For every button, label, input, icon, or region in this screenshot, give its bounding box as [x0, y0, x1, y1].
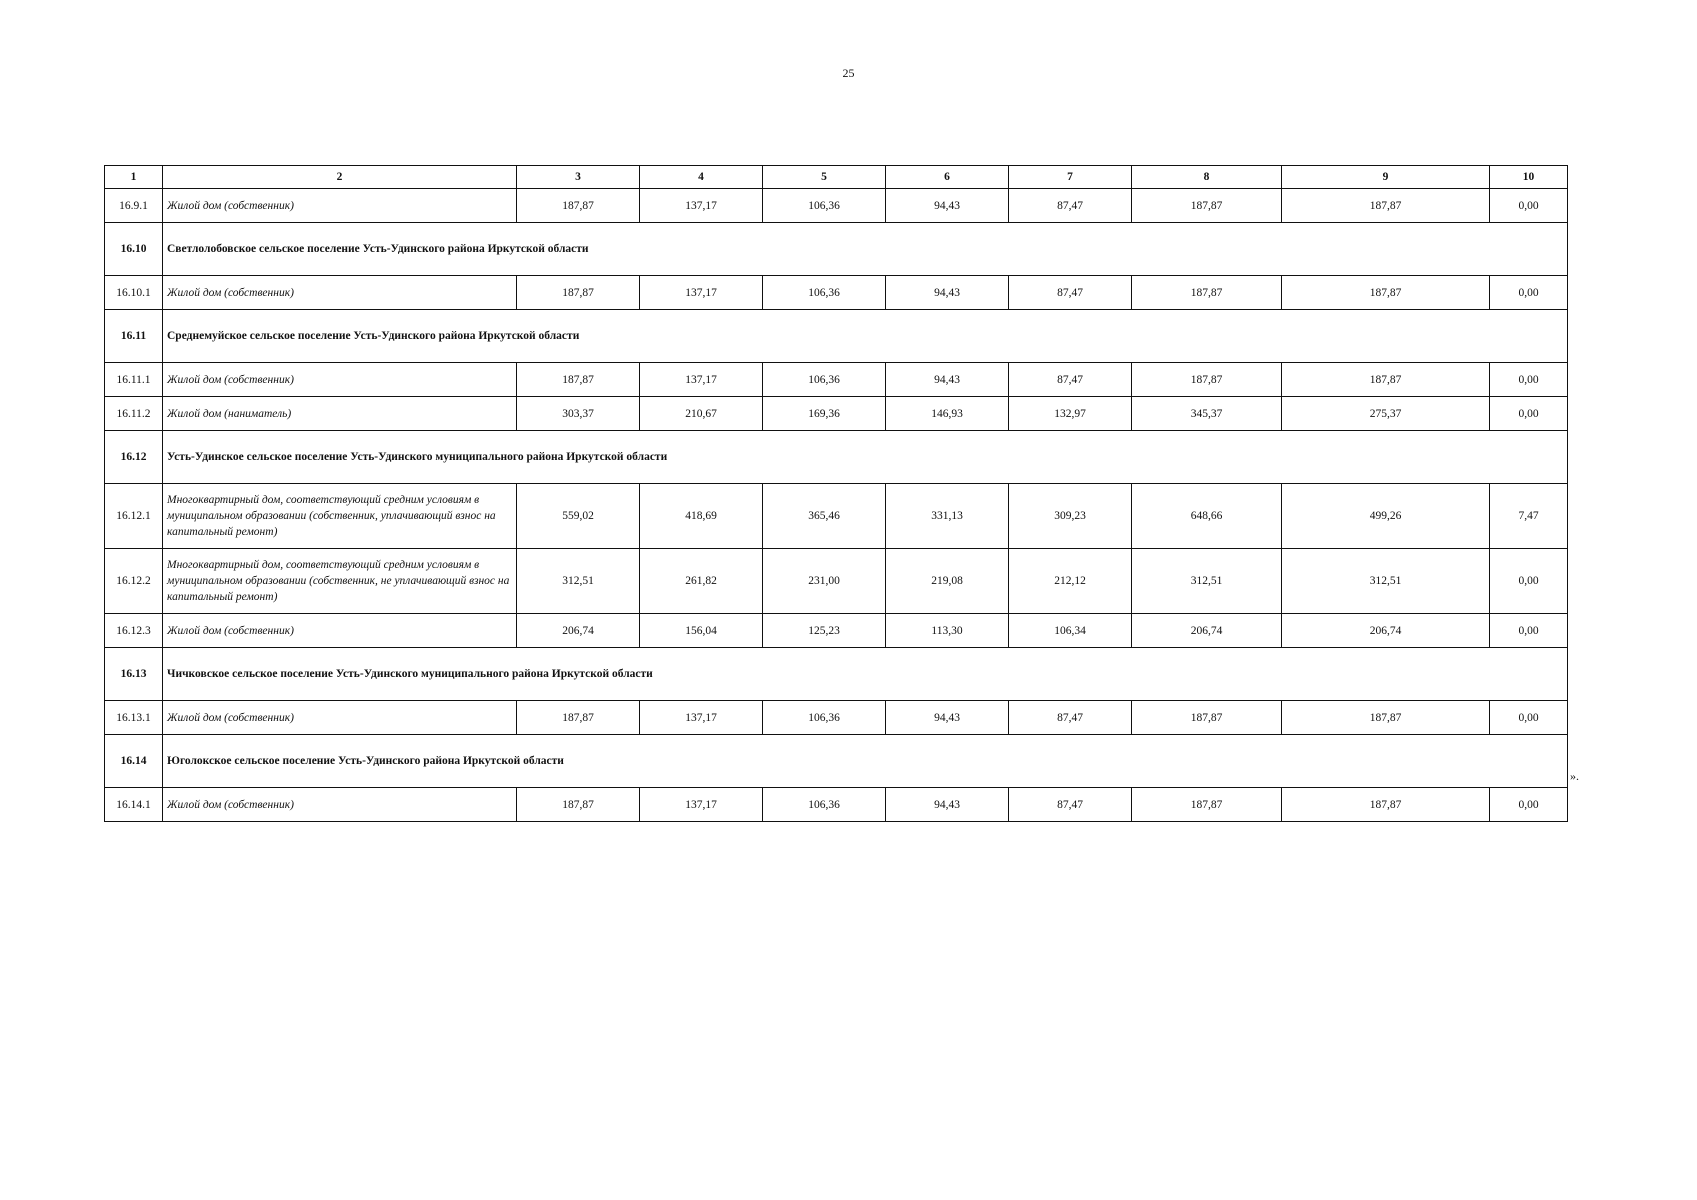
value-cell: 106,34	[1009, 614, 1132, 648]
value-cell: 156,04	[640, 614, 763, 648]
value-cell: 187,87	[1282, 788, 1490, 822]
value-cell: 331,13	[886, 484, 1009, 549]
value-cell: 0,00	[1490, 549, 1568, 614]
value-cell: 187,87	[1132, 701, 1282, 735]
value-cell: 137,17	[640, 189, 763, 223]
table-row	[105, 701, 1568, 735]
section-name: Чичковское сельское поселение Усть-Удинского муниципального района Иркутской области	[163, 648, 1568, 701]
value-cell: 0,00	[1490, 397, 1568, 431]
table-body	[105, 189, 1568, 822]
column-header: 10	[1490, 166, 1568, 189]
value-cell: 106,36	[763, 363, 886, 397]
section-code: 16.13	[105, 648, 163, 701]
row-name: Многоквартирный дом, соответствующий средним условиям в муниципальном образовании (собственник, уплачивающий взнос на капитальный ремонт)	[163, 484, 517, 549]
value-cell: 187,87	[517, 363, 640, 397]
column-header: 4	[640, 166, 763, 189]
value-cell: 206,74	[517, 614, 640, 648]
section-row	[105, 431, 1568, 484]
column-header: 6	[886, 166, 1009, 189]
value-cell: 106,36	[763, 701, 886, 735]
value-cell: 219,08	[886, 549, 1009, 614]
row-code: 16.11.2	[105, 397, 163, 431]
page-number: 25	[842, 66, 855, 80]
value-cell: 648,66	[1132, 484, 1282, 549]
value-cell: 0,00	[1490, 701, 1568, 735]
value-cell: 187,87	[1282, 701, 1490, 735]
section-code: 16.12	[105, 431, 163, 484]
value-cell: 137,17	[640, 363, 763, 397]
column-header: 5	[763, 166, 886, 189]
value-cell: 187,87	[1132, 276, 1282, 310]
table-row	[105, 363, 1568, 397]
section-row	[105, 735, 1568, 788]
value-cell: 206,74	[1282, 614, 1490, 648]
value-cell: 94,43	[886, 363, 1009, 397]
value-cell: 0,00	[1490, 189, 1568, 223]
row-code: 16.12.1	[105, 484, 163, 549]
row-code: 16.9.1	[105, 189, 163, 223]
value-cell: 499,26	[1282, 484, 1490, 549]
value-cell: 94,43	[886, 189, 1009, 223]
value-cell: 312,51	[1132, 549, 1282, 614]
section-name: Светлолобовское сельское поселение Усть-Удинского района Иркутской области	[163, 223, 1568, 276]
value-cell: 106,36	[763, 189, 886, 223]
value-cell: 365,46	[763, 484, 886, 549]
value-cell: 231,00	[763, 549, 886, 614]
value-cell: 418,69	[640, 484, 763, 549]
value-cell: 206,74	[1132, 614, 1282, 648]
row-code: 16.12.2	[105, 549, 163, 614]
value-cell: 0,00	[1490, 276, 1568, 310]
column-header: 8	[1132, 166, 1282, 189]
column-header: 3	[517, 166, 640, 189]
value-cell: 261,82	[640, 549, 763, 614]
column-header: 2	[163, 166, 517, 189]
value-cell: 106,36	[763, 276, 886, 310]
value-cell: 210,67	[640, 397, 763, 431]
column-header: 7	[1009, 166, 1132, 189]
section-name: Усть-Удинское сельское поселение Усть-Удинского муниципального района Иркутской области	[163, 431, 1568, 484]
value-cell: 106,36	[763, 788, 886, 822]
table-row	[105, 484, 1568, 549]
section-name: Среднемуйское сельское поселение Усть-Удинского района Иркутской области	[163, 310, 1568, 363]
row-code: 16.10.1	[105, 276, 163, 310]
closing-quote-mark: ».	[1570, 769, 1579, 783]
value-cell: 312,51	[517, 549, 640, 614]
value-cell: 187,87	[517, 276, 640, 310]
value-cell: 345,37	[1132, 397, 1282, 431]
section-code: 16.11	[105, 310, 163, 363]
value-cell: 7,47	[1490, 484, 1568, 549]
row-name: Жилой дом (наниматель)	[163, 397, 517, 431]
value-cell: 137,17	[640, 788, 763, 822]
value-cell: 94,43	[886, 701, 1009, 735]
value-cell: 0,00	[1490, 363, 1568, 397]
table-row	[105, 276, 1568, 310]
value-cell: 187,87	[1282, 363, 1490, 397]
value-cell: 94,43	[886, 788, 1009, 822]
value-cell: 212,12	[1009, 549, 1132, 614]
value-cell: 137,17	[640, 276, 763, 310]
value-cell: 309,23	[1009, 484, 1132, 549]
value-cell: 132,97	[1009, 397, 1132, 431]
column-header: 1	[105, 166, 163, 189]
value-cell: 303,37	[517, 397, 640, 431]
value-cell: 312,51	[1282, 549, 1490, 614]
section-code: 16.10	[105, 223, 163, 276]
value-cell: 169,36	[763, 397, 886, 431]
row-name: Многоквартирный дом, соответствующий средним условиям в муниципальном образовании (собственник, не уплачивающий взнос на капитальный ремонт)	[163, 549, 517, 614]
tariff-table-container	[104, 165, 1567, 822]
row-code: 16.11.1	[105, 363, 163, 397]
value-cell: 187,87	[517, 189, 640, 223]
row-name: Жилой дом (собственник)	[163, 701, 517, 735]
value-cell: 87,47	[1009, 363, 1132, 397]
section-row	[105, 223, 1568, 276]
value-cell: 146,93	[886, 397, 1009, 431]
table-row	[105, 614, 1568, 648]
row-code: 16.12.3	[105, 614, 163, 648]
row-name: Жилой дом (собственник)	[163, 276, 517, 310]
row-code: 16.14.1	[105, 788, 163, 822]
value-cell: 94,43	[886, 276, 1009, 310]
table-row	[105, 397, 1568, 431]
value-cell: 0,00	[1490, 788, 1568, 822]
value-cell: 0,00	[1490, 614, 1568, 648]
value-cell: 187,87	[1132, 189, 1282, 223]
section-row	[105, 310, 1568, 363]
value-cell: 137,17	[640, 701, 763, 735]
column-header: 9	[1282, 166, 1490, 189]
value-cell: 187,87	[1132, 788, 1282, 822]
table-row	[105, 189, 1568, 223]
value-cell: 125,23	[763, 614, 886, 648]
value-cell: 187,87	[1132, 363, 1282, 397]
section-code: 16.14	[105, 735, 163, 788]
table-row	[105, 788, 1568, 822]
section-row	[105, 648, 1568, 701]
value-cell: 187,87	[1282, 276, 1490, 310]
row-name: Жилой дом (собственник)	[163, 363, 517, 397]
header-row	[105, 166, 1568, 189]
table-row	[105, 549, 1568, 614]
tariff-table	[104, 165, 1568, 822]
value-cell: 275,37	[1282, 397, 1490, 431]
value-cell: 187,87	[517, 788, 640, 822]
section-name: Юголокское сельское поселение Усть-Удинского района Иркутской области	[163, 735, 1568, 788]
value-cell: 87,47	[1009, 701, 1132, 735]
value-cell: 187,87	[517, 701, 640, 735]
row-code: 16.13.1	[105, 701, 163, 735]
row-name: Жилой дом (собственник)	[163, 788, 517, 822]
value-cell: 187,87	[1282, 189, 1490, 223]
value-cell: 87,47	[1009, 189, 1132, 223]
value-cell: 559,02	[517, 484, 640, 549]
value-cell: 87,47	[1009, 276, 1132, 310]
row-name: Жилой дом (собственник)	[163, 614, 517, 648]
value-cell: 113,30	[886, 614, 1009, 648]
value-cell: 87,47	[1009, 788, 1132, 822]
row-name: Жилой дом (собственник)	[163, 189, 517, 223]
